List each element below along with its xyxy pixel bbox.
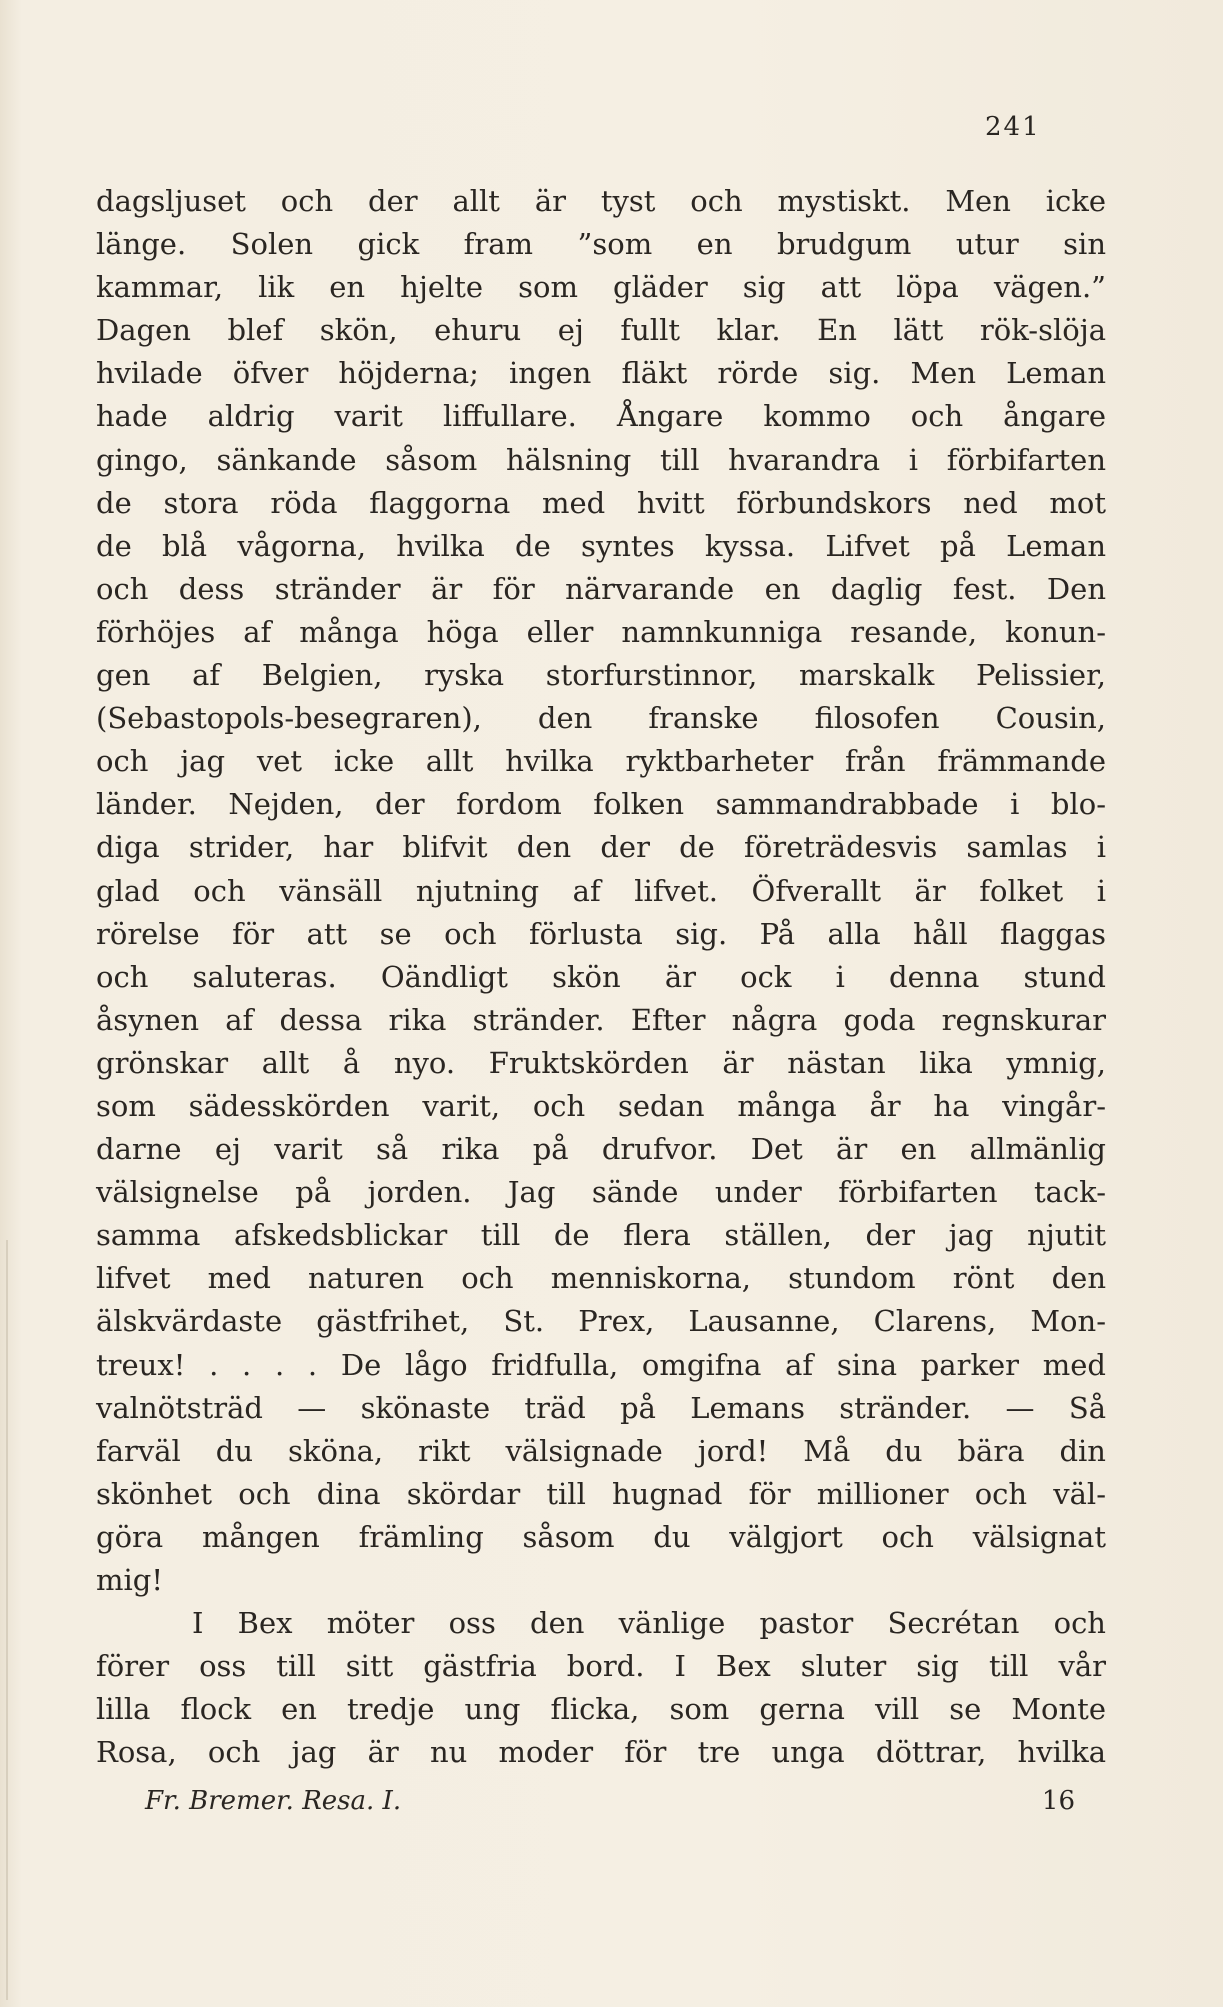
page-gutter-shadow — [6, 1240, 8, 2000]
text-line: Dagen blef skön, ehuru ej fullt klar. En lätt rök-slöja — [96, 313, 1106, 348]
page-footer — [145, 1786, 1075, 1826]
text-line: och dess stränder är för närvarande en daglig fest. Den — [96, 571, 1106, 606]
text-line: de stora röda flaggorna med hvitt förbundskors ned mot — [96, 485, 1106, 520]
text-line: välsignelse på jorden. Jag sände under förbifarten tack- — [96, 1175, 1106, 1210]
text-line: kammar, lik en hjelte som gläder sig att löpa vägen.” — [96, 270, 1106, 305]
text-line: som sädesskörden varit, och sedan många år ha vingår- — [96, 1088, 1106, 1123]
text-line: skönhet och dina skördar till hugnad för millioner och väl- — [96, 1476, 1106, 1511]
text-line: valnötsträd — skönaste träd på Lemans stränder. — Så — [96, 1390, 1106, 1425]
text-line: de blå vågorna, hvilka de syntes kyssa. Lifvet på Leman — [96, 528, 1106, 563]
text-line: farväl du sköna, rikt välsignade jord! Må du bära din — [96, 1433, 1106, 1468]
text-line: dagsljuset och der allt är tyst och mystiskt. Men icke — [96, 184, 1106, 218]
text-line: rörelse för att se och förlusta sig. På alla håll flaggas — [96, 916, 1106, 951]
text-line: (Sebastopols-besegraren), den franske filosofen Cousin, — [96, 701, 1106, 736]
text-line: hvilade öfver höjderna; ingen fläkt rörde sig. Men Leman — [96, 356, 1106, 391]
body-text — [96, 180, 1106, 1774]
text-line: grönskar allt å nyo. Fruktskörden är nästan lika ymnig, — [96, 1045, 1106, 1080]
text-line: göra mången främling såsom du välgjort och välsignat — [96, 1519, 1106, 1554]
text-line: och jag vet icke allt hvilka ryktbarheter från främmande — [96, 744, 1106, 779]
text-line: darne ej varit så rika på drufvor. Det är en allmänlig — [96, 1132, 1106, 1167]
text-line: diga strider, har blifvit den der de företrädesvis samlas i — [96, 830, 1106, 865]
text-line: förhöjes af många höga eller namnkunniga resande, konun- — [96, 614, 1106, 649]
text-line: samma afskedsblickar till de flera ställen, der jag njutit — [96, 1218, 1106, 1253]
text-line: gen af Belgien, ryska storfurstinnor, marskalk Pelissier, — [96, 658, 1106, 693]
text-line: länge. Solen gick fram ”som en brudgum utur sin — [96, 227, 1106, 262]
text-line: förer oss till sitt gästfria bord. I Bex sluter sig till vår — [96, 1649, 1106, 1684]
text-line: älskvärdaste gästfrihet, St. Prex, Lausanne, Clarens, Mon- — [96, 1304, 1106, 1339]
printer-signature: Fr. Bremer. Resa. I. — [145, 1786, 402, 1816]
sheet-number: 16 — [1041, 1786, 1075, 1816]
text-line: lifvet med naturen och menniskorna, stundom rönt den — [96, 1261, 1106, 1296]
text-line: lilla flock en tredje ung flicka, som gerna vill se Monte — [96, 1692, 1106, 1727]
paragraph-start-line: I Bex möter oss den vänlige pastor Secrétan och — [192, 1606, 1106, 1641]
paragraph-end-line: mig! — [96, 1563, 163, 1597]
text-line: treux! . . . . De lågo fridfulla, omgifna af sina parker med — [96, 1347, 1106, 1382]
text-line: gingo, sänkande såsom hälsning till hvarandra i förbifarten — [96, 442, 1106, 477]
text-line: länder. Nejden, der fordom folken sammandrabbade i blo- — [96, 787, 1106, 822]
text-line: Rosa, och jag är nu moder för tre unga döttrar, hvilka — [96, 1735, 1106, 1770]
text-line: och saluteras. Oändligt skön är ock i denna stund — [96, 959, 1106, 994]
page-number: 241 — [985, 112, 1041, 142]
text-line: åsynen af dessa rika stränder. Efter några goda regnskurar — [96, 1002, 1106, 1037]
text-line: glad och vänsäll njutning af lifvet. Öfverallt är folket i — [96, 873, 1106, 908]
text-line: hade aldrig varit liffullare. Ångare kommo och ångare — [96, 399, 1106, 434]
